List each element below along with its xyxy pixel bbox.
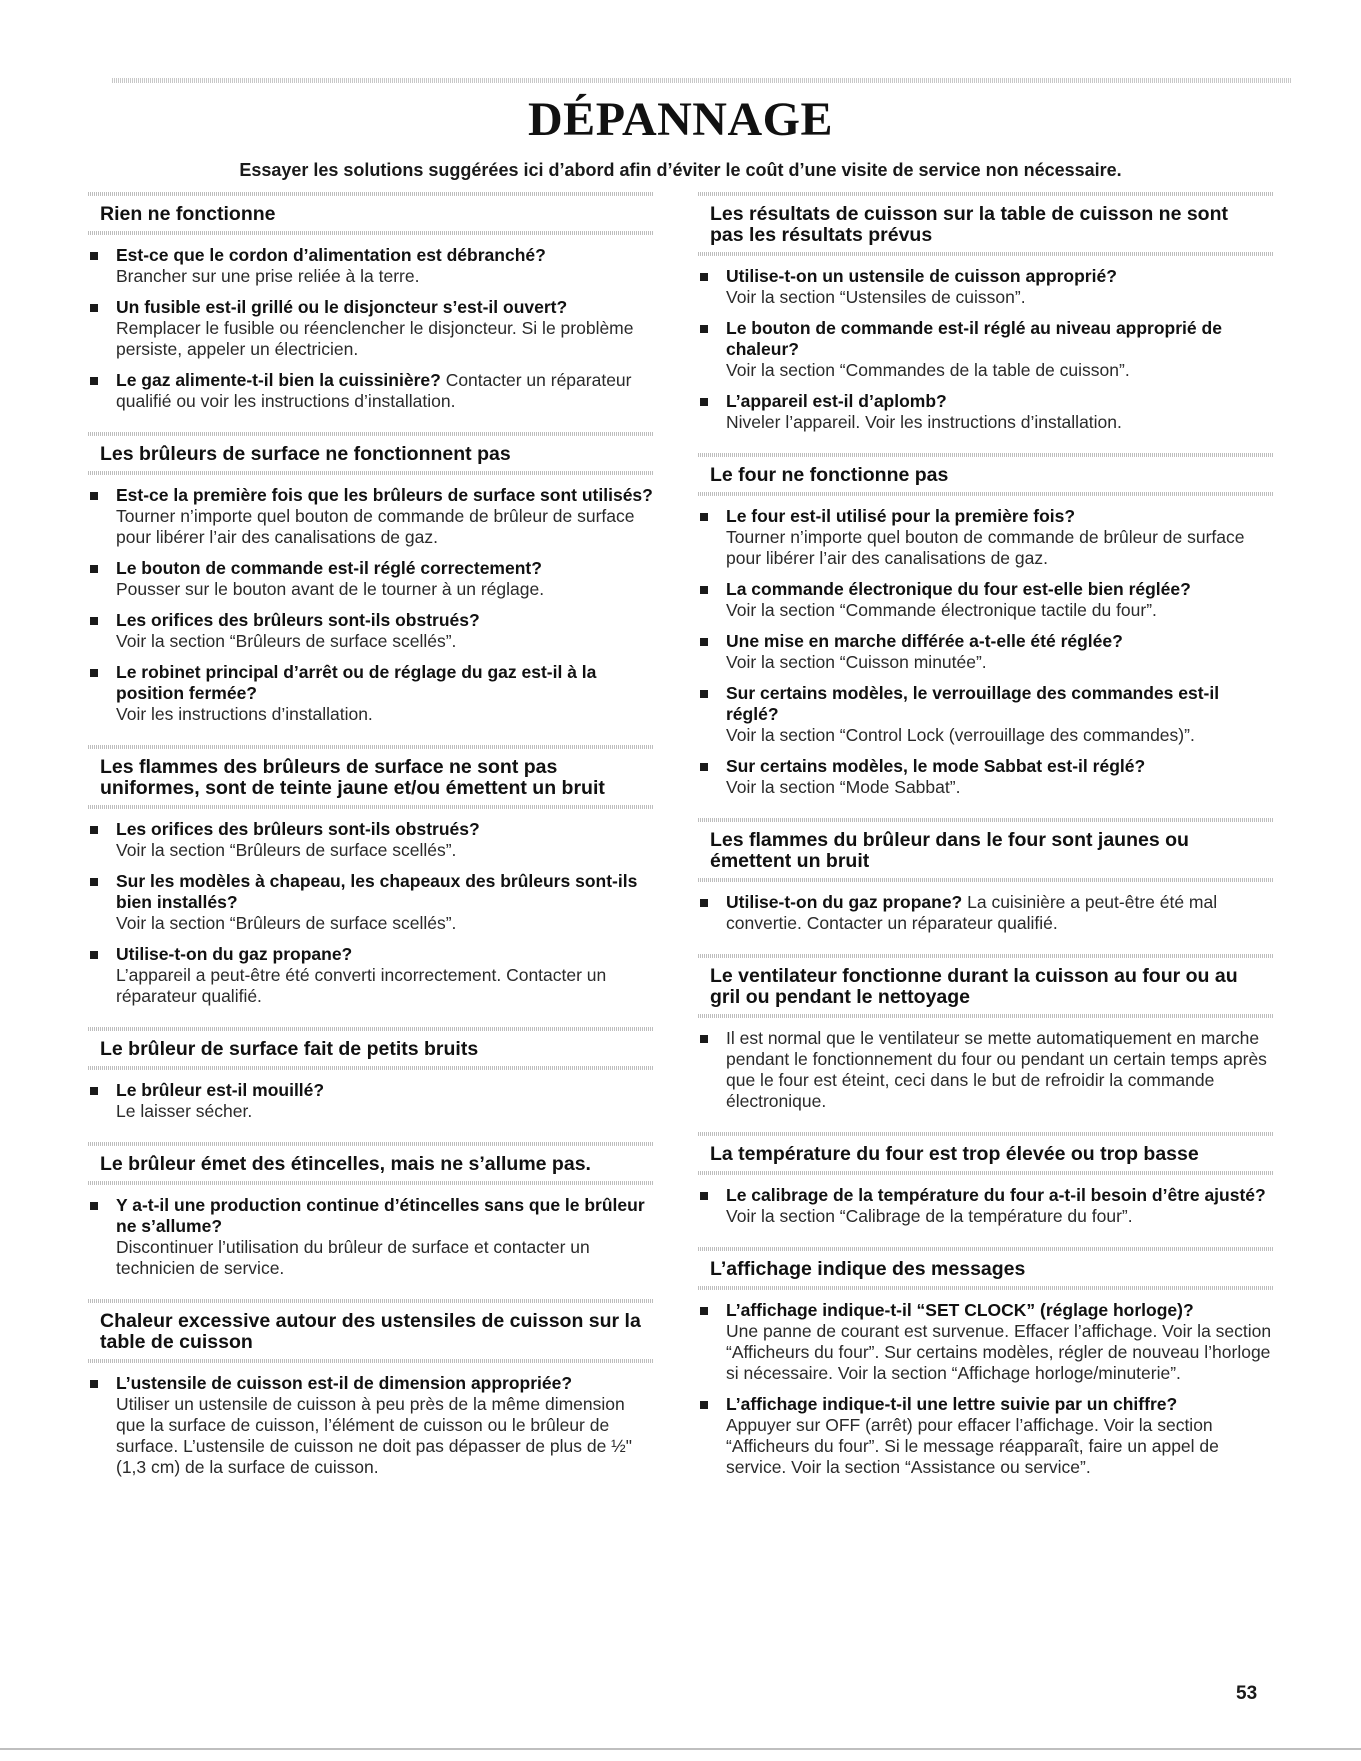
question-text: Le four est-il utilisé pour la première fois?: [726, 506, 1076, 526]
answer-text: Voir la section “Control Lock (verrouillage des commandes)”.: [726, 725, 1195, 745]
question-text: Le robinet principal d’arrêt ou de réglage du gaz est-il à la position fermée?: [116, 662, 597, 703]
square-bullet-icon: [90, 565, 98, 573]
item-list: [698, 496, 1273, 812]
answer-text: Brancher sur une prise reliée à la terre.: [116, 266, 420, 286]
item-list: [88, 475, 653, 739]
question-text: Sur les modèles à chapeau, les chapeaux des brûleurs sont-ils bien installés?: [116, 871, 638, 912]
square-bullet-icon: [700, 899, 708, 907]
list-item: [88, 1373, 653, 1478]
troubleshooting-section: [88, 1142, 653, 1293]
question-text: Le bouton de commande est-il réglé au niveau approprié de chaleur?: [726, 318, 1222, 359]
square-bullet-icon: [700, 1307, 708, 1315]
list-item: [698, 1028, 1273, 1112]
square-bullet-icon: [90, 1087, 98, 1095]
question-text: Une mise en marche différée a-t-elle été réglée?: [726, 631, 1123, 651]
question-text: Le bouton de commande est-il réglé correctement?: [116, 558, 542, 578]
answer-text: Discontinuer l’utilisation du brûleur de surface et contacter un technicien de service.: [116, 1237, 590, 1278]
question-text: Le gaz alimente-t-il bien la cuissinière?: [116, 370, 441, 390]
answer-text: Voir la section “Brûleurs de surface scellés”.: [116, 913, 457, 933]
left-column: [88, 192, 653, 1498]
item-list: [88, 235, 653, 426]
answer-text: Voir la section “Commande électronique tactile du four”.: [726, 600, 1157, 620]
troubleshooting-section: [88, 192, 653, 426]
square-bullet-icon: [700, 586, 708, 594]
question-text: L’ustensile de cuisson est-il de dimension appropriée?: [116, 1373, 573, 1393]
troubleshooting-section: [698, 1247, 1273, 1492]
question-text: Utilise-t-on un ustensile de cuisson approprié?: [726, 266, 1117, 286]
section-heading: Les brûleurs de surface ne fonctionnent pas: [88, 432, 653, 475]
item-list: [88, 809, 653, 1021]
question-text: Est-ce la première fois que les brûleurs de surface sont utilisés?: [116, 485, 653, 505]
square-bullet-icon: [90, 304, 98, 312]
square-bullet-icon: [90, 669, 98, 677]
answer-text: Voir la section “Brûleurs de surface scellés”.: [116, 840, 457, 860]
section-heading: Le brûleur émet des étincelles, mais ne s’allume pas.: [88, 1142, 653, 1185]
question-text: Le calibrage de la température du four a-t-il besoin d’être ajusté?: [726, 1185, 1266, 1205]
list-item: [698, 756, 1273, 798]
question-text: Les orifices des brûleurs sont-ils obstrués?: [116, 819, 480, 839]
answer-text: Remplacer le fusible ou réenclencher le disjoncteur. Si le problème persiste, appeler un électricien.: [116, 318, 634, 359]
question-text: Utilise-t-on du gaz propane?: [116, 944, 353, 964]
section-heading: Rien ne fonctionne: [88, 192, 653, 235]
question-text: Un fusible est-il grillé ou le disjoncteur s’est-il ouvert?: [116, 297, 568, 317]
square-bullet-icon: [90, 377, 98, 385]
list-item: [88, 662, 653, 725]
list-item: [698, 318, 1273, 381]
square-bullet-icon: [700, 1401, 708, 1409]
item-list: [88, 1185, 653, 1293]
answer-text: Appuyer sur OFF (arrêt) pour effacer l’affichage. Voir la section “Afficheurs du four”. Si le message réapparaît, faire un appel de service. Voir la section “Assistance ou service”.: [726, 1415, 1219, 1477]
item-list: [698, 882, 1273, 948]
list-item: [698, 391, 1273, 433]
list-item: [698, 266, 1273, 308]
question-text: Sur certains modèles, le mode Sabbat est-il réglé?: [726, 756, 1146, 776]
square-bullet-icon: [90, 1202, 98, 1210]
answer-text: Pousser sur le bouton avant de le tourner à un réglage.: [116, 579, 545, 599]
question-text: L’appareil est-il d’aplomb?: [726, 391, 947, 411]
square-bullet-icon: [90, 1380, 98, 1388]
question-text: Est-ce que le cordon d’alimentation est débranché?: [116, 245, 546, 265]
troubleshooting-section: [698, 954, 1273, 1126]
square-bullet-icon: [700, 398, 708, 406]
list-item: [88, 297, 653, 360]
answer-text: Une panne de courant est survenue. Effacer l’affichage. Voir la section “Afficheurs du four”. Sur certains modèles, régler de nouveau l’horloge si nécessaire. Voir la section “Affichage horloge/minuterie”.: [726, 1321, 1272, 1383]
square-bullet-icon: [90, 826, 98, 834]
list-item: [88, 245, 653, 287]
answer-text: Voir la section “Calibrage de la température du four”.: [726, 1206, 1133, 1226]
page-subtitle: Essayer les solutions suggérées ici d’abord afin d’éviter le coût d’une visite de service non nécessaire.: [239, 160, 1122, 180]
question-text: Y a-t-il une production continue d’étincelles sans que le brûleur ne s’allume?: [116, 1195, 645, 1236]
square-bullet-icon: [700, 273, 708, 281]
section-heading: Le four ne fonctionne pas: [698, 453, 1273, 496]
page-title: DÉPANNAGE: [528, 93, 833, 146]
list-item: [698, 892, 1273, 934]
list-item: [698, 631, 1273, 673]
troubleshooting-section: [698, 1132, 1273, 1241]
section-heading: L’affichage indique des messages: [698, 1247, 1273, 1290]
list-item: [698, 1185, 1273, 1227]
section-heading: La température du four est trop élevée ou trop basse: [698, 1132, 1273, 1175]
answer-text: L’appareil a peut-être été converti incorrectement. Contacter un réparateur qualifié.: [116, 965, 607, 1006]
square-bullet-icon: [90, 878, 98, 886]
list-item: [698, 579, 1273, 621]
section-heading: Les résultats de cuisson sur la table de cuisson ne sont pas les résultats prévus: [698, 192, 1273, 256]
square-bullet-icon: [90, 492, 98, 500]
square-bullet-icon: [700, 690, 708, 698]
item-list: [698, 1018, 1273, 1126]
square-bullet-icon: [90, 617, 98, 625]
page-number: 53: [1236, 1683, 1258, 1704]
answer-text: Voir la section “Brûleurs de surface scellés”.: [116, 631, 457, 651]
item-list: [698, 1175, 1273, 1241]
question-text: Les orifices des brûleurs sont-ils obstrués?: [116, 610, 480, 630]
list-item: [88, 1080, 653, 1122]
troubleshooting-section: [88, 432, 653, 739]
bottom-rule: [0, 1748, 1361, 1750]
list-item: [698, 683, 1273, 746]
square-bullet-icon: [90, 951, 98, 959]
item-list: [88, 1070, 653, 1136]
list-item: [88, 485, 653, 548]
item-list: [698, 1290, 1273, 1492]
square-bullet-icon: [90, 252, 98, 260]
troubleshooting-section: [698, 818, 1273, 948]
square-bullet-icon: [700, 325, 708, 333]
list-item: [88, 871, 653, 934]
answer-text: Contacter un réparateur qualifié ou voir les instructions d’installation.: [116, 370, 632, 411]
answer-text: Niveler l’appareil. Voir les instructions d’installation.: [726, 412, 1122, 432]
answer-text: Tourner n’importe quel bouton de commande de brûleur de surface pour libérer l’air des canalisations de gaz.: [726, 527, 1245, 568]
troubleshooting-section: [698, 453, 1273, 812]
answer-text: Voir la section “Mode Sabbat”.: [726, 777, 961, 797]
answer-text: Voir la section “Ustensiles de cuisson”.: [726, 287, 1026, 307]
list-item: [88, 819, 653, 861]
right-column: [698, 192, 1273, 1498]
list-item: [88, 558, 653, 600]
answer-text: Tourner n’importe quel bouton de commande de brûleur de surface pour libérer l’air des canalisations de gaz.: [116, 506, 635, 547]
troubleshooting-section: [88, 1027, 653, 1136]
answer-text: Voir la section “Commandes de la table de cuisson”.: [726, 360, 1130, 380]
list-item: [698, 1394, 1273, 1478]
troubleshooting-section: [88, 745, 653, 1021]
question-text: La commande électronique du four est-elle bien réglée?: [726, 579, 1191, 599]
troubleshooting-section: [88, 1299, 653, 1492]
section-heading: Le ventilateur fonctionne durant la cuisson au four ou au gril ou pendant le nettoyage: [698, 954, 1273, 1018]
troubleshooting-section: [698, 192, 1273, 447]
list-item: [88, 610, 653, 652]
question-text: L’affichage indique-t-il “SET CLOCK” (réglage horloge)?: [726, 1300, 1194, 1320]
square-bullet-icon: [700, 1192, 708, 1200]
question-text: Utilise-t-on du gaz propane?: [726, 892, 963, 912]
answer-text: Le laisser sécher.: [116, 1101, 253, 1121]
list-item: [88, 370, 653, 412]
question-text: Le brûleur est-il mouillé?: [116, 1080, 325, 1100]
section-heading: Le brûleur de surface fait de petits bruits: [88, 1027, 653, 1070]
list-item: [88, 944, 653, 1007]
top-rule: [112, 78, 1292, 83]
answer-text: La cuisinière a peut-être été mal convertie. Contacter un réparateur qualifié.: [726, 892, 1218, 933]
square-bullet-icon: [700, 763, 708, 771]
section-heading: Les flammes des brûleurs de surface ne sont pas uniformes, sont de teinte jaune et/ou émettent un bruit: [88, 745, 653, 809]
list-item: [88, 1195, 653, 1279]
square-bullet-icon: [700, 1035, 708, 1043]
item-list: [698, 256, 1273, 447]
square-bullet-icon: [700, 513, 708, 521]
list-item: [698, 1300, 1273, 1384]
answer-text: Il est normal que le ventilateur se mette automatiquement en marche pendant le fonctionnement du four ou pendant un certain temps après que le four est éteint, ceci dans le but de refroidir la commande électronique.: [726, 1028, 1267, 1111]
square-bullet-icon: [700, 638, 708, 646]
section-heading: Les flammes du brûleur dans le four sont jaunes ou émettent un bruit: [698, 818, 1273, 882]
answer-text: Voir les instructions d’installation.: [116, 704, 373, 724]
answer-text: Voir la section “Cuisson minutée”.: [726, 652, 987, 672]
item-list: [88, 1363, 653, 1492]
question-text: L’affichage indique-t-il une lettre suivie par un chiffre?: [726, 1394, 1178, 1414]
answer-text: Utiliser un ustensile de cuisson à peu près de la même dimension que la surface de cuisson, l’élément de cuisson ou le brûleur de surface. L’ustensile de cuisson ne doit pas dépasser de plus de ½" (1,3 cm) de la surface de cuisson.: [116, 1394, 632, 1477]
section-heading: Chaleur excessive autour des ustensiles de cuisson sur la table de cuisson: [88, 1299, 653, 1363]
question-text: Sur certains modèles, le verrouillage des commandes est-il réglé?: [726, 683, 1220, 724]
list-item: [698, 506, 1273, 569]
